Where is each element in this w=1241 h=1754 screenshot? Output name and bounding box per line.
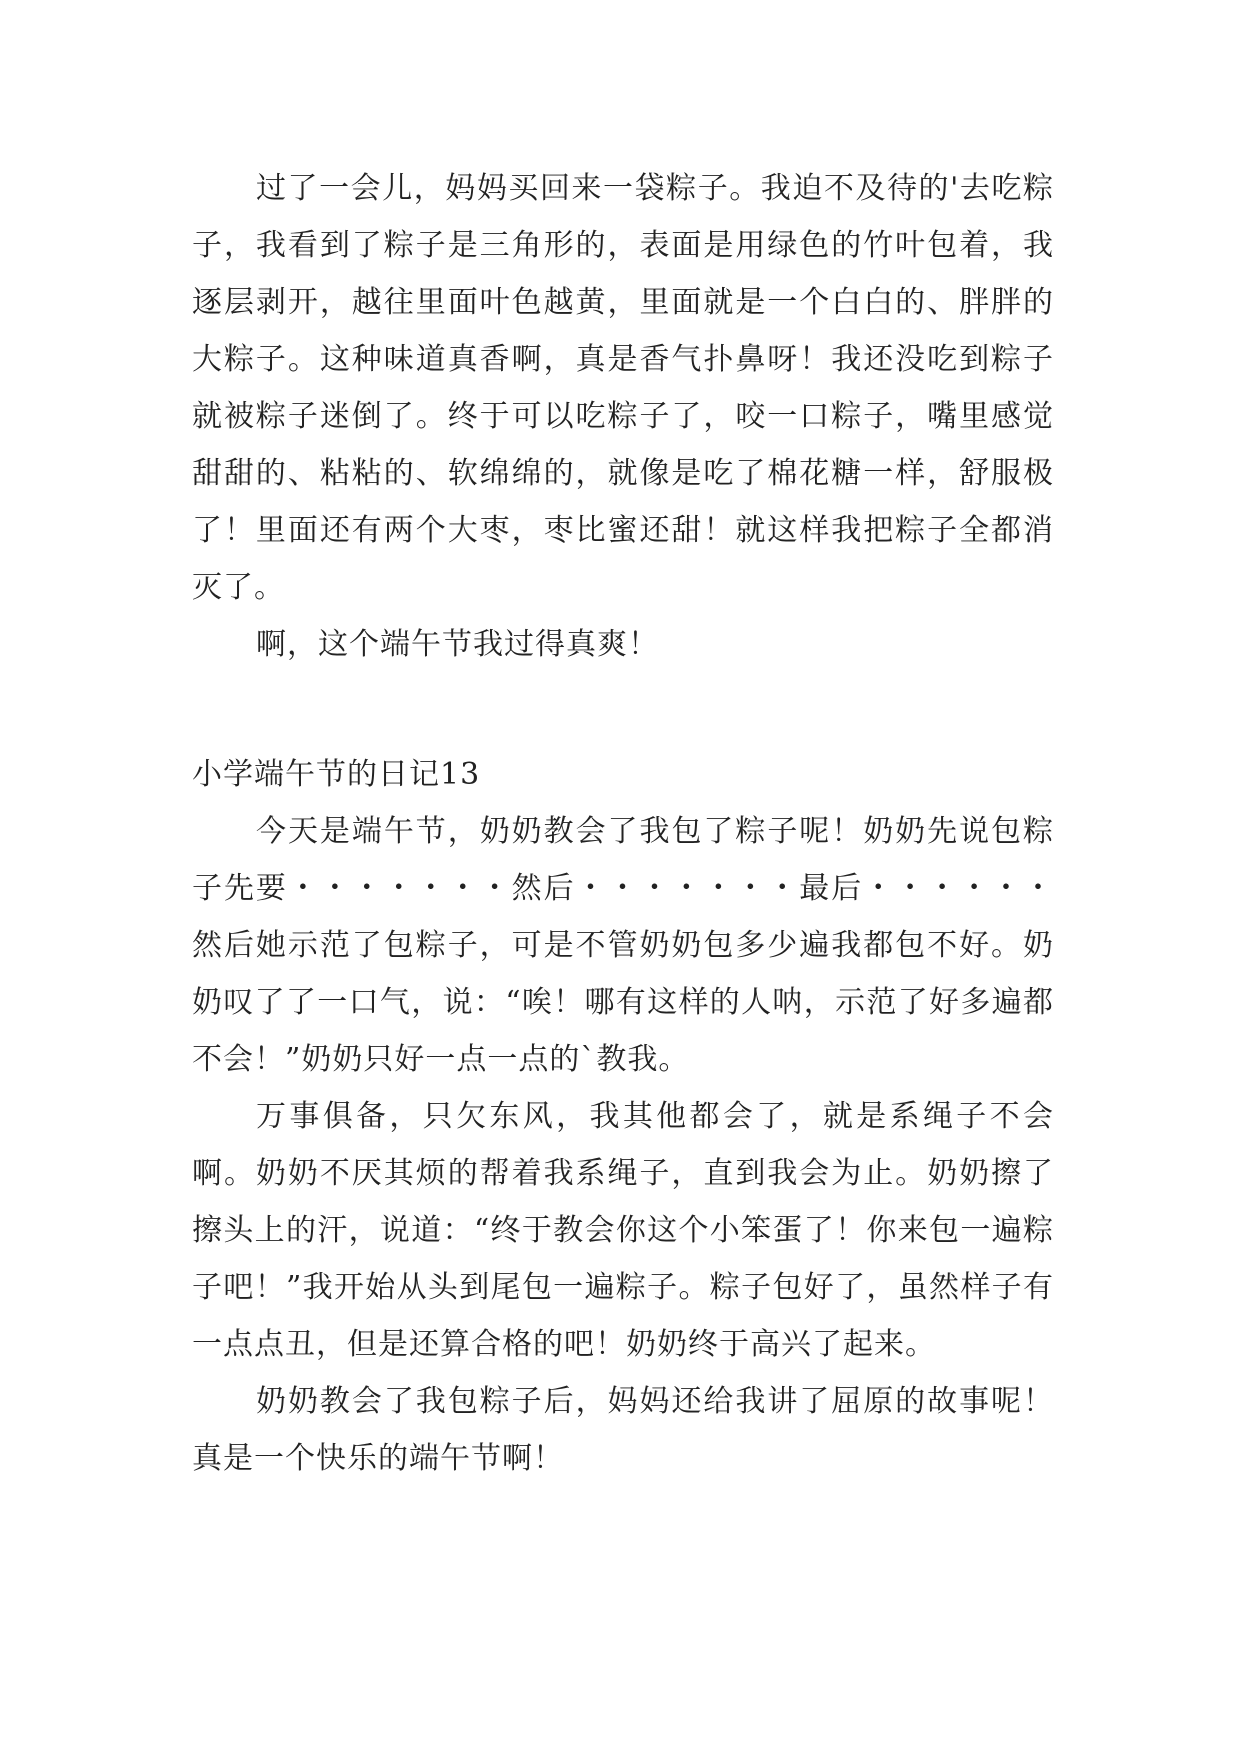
paragraph-qu-yuan-story: 奶奶教会了我包粽子后，妈妈还给我讲了屈原的故事呢！真是一个快乐的端午节啊！ [192,1384,1054,1476]
diary-entry-title: 小学端午节的日记13 [192,757,481,792]
paragraph-conclusion: 啊，这个端午节我过得真爽！ [256,627,659,662]
paragraph-grandma-teaching: 今天是端午节，奶奶教会了我包了粽子呢！奶奶先说包粽子先要・・・・・・・然后・・・・・・・最后・・・・・・然后她示范了包粽子，可是不管奶奶包多少遍我都包不好。奶奶叹了了一口气，说：“唉！哪有这样的人呐，示范了好多遍都不会！”奶奶只好一点一点的`教我。 [192,814,1054,1077]
paragraph-tying-string: 万事俱备，只欠东风，我其他都会了，就是系绳子不会啊。奶奶不厌其烦的帮着我系绳子，直到我会为止。奶奶擦了擦头上的汗，说道：“终于教会你这个小笨蛋了！你来包一遍粽子吧！”我开始从头到尾包一遍粽子。粽子包好了，虽然样子有一点点丑，但是还算合格的吧！奶奶终于高兴了起来。 [192,1099,1054,1362]
paragraph-eating-zongzi: 过了一会儿，妈妈买回来一袋粽子。我迫不及待的'去吃粽子，我看到了粽子是三角形的，表面是用绿色的竹叶包着，我逐层剥开，越往里面叶色越黄，里面就是一个白白的、胖胖的大粽子。这种味道真香啊，真是香气扑鼻呀！我还没吃到粽子就被粽子迷倒了。终于可以吃粽子了，咬一口粽子，嘴里感觉甜甜的、粘粘的、软绵绵的，就像是吃了棉花糖一样，舒服极了！里面还有两个大枣，枣比蜜还甜！就这样我把粽子全都消灭了。 [192,171,1054,605]
diary-entry-continuation [192,160,1054,673]
diary-entry-body [192,803,1054,1487]
